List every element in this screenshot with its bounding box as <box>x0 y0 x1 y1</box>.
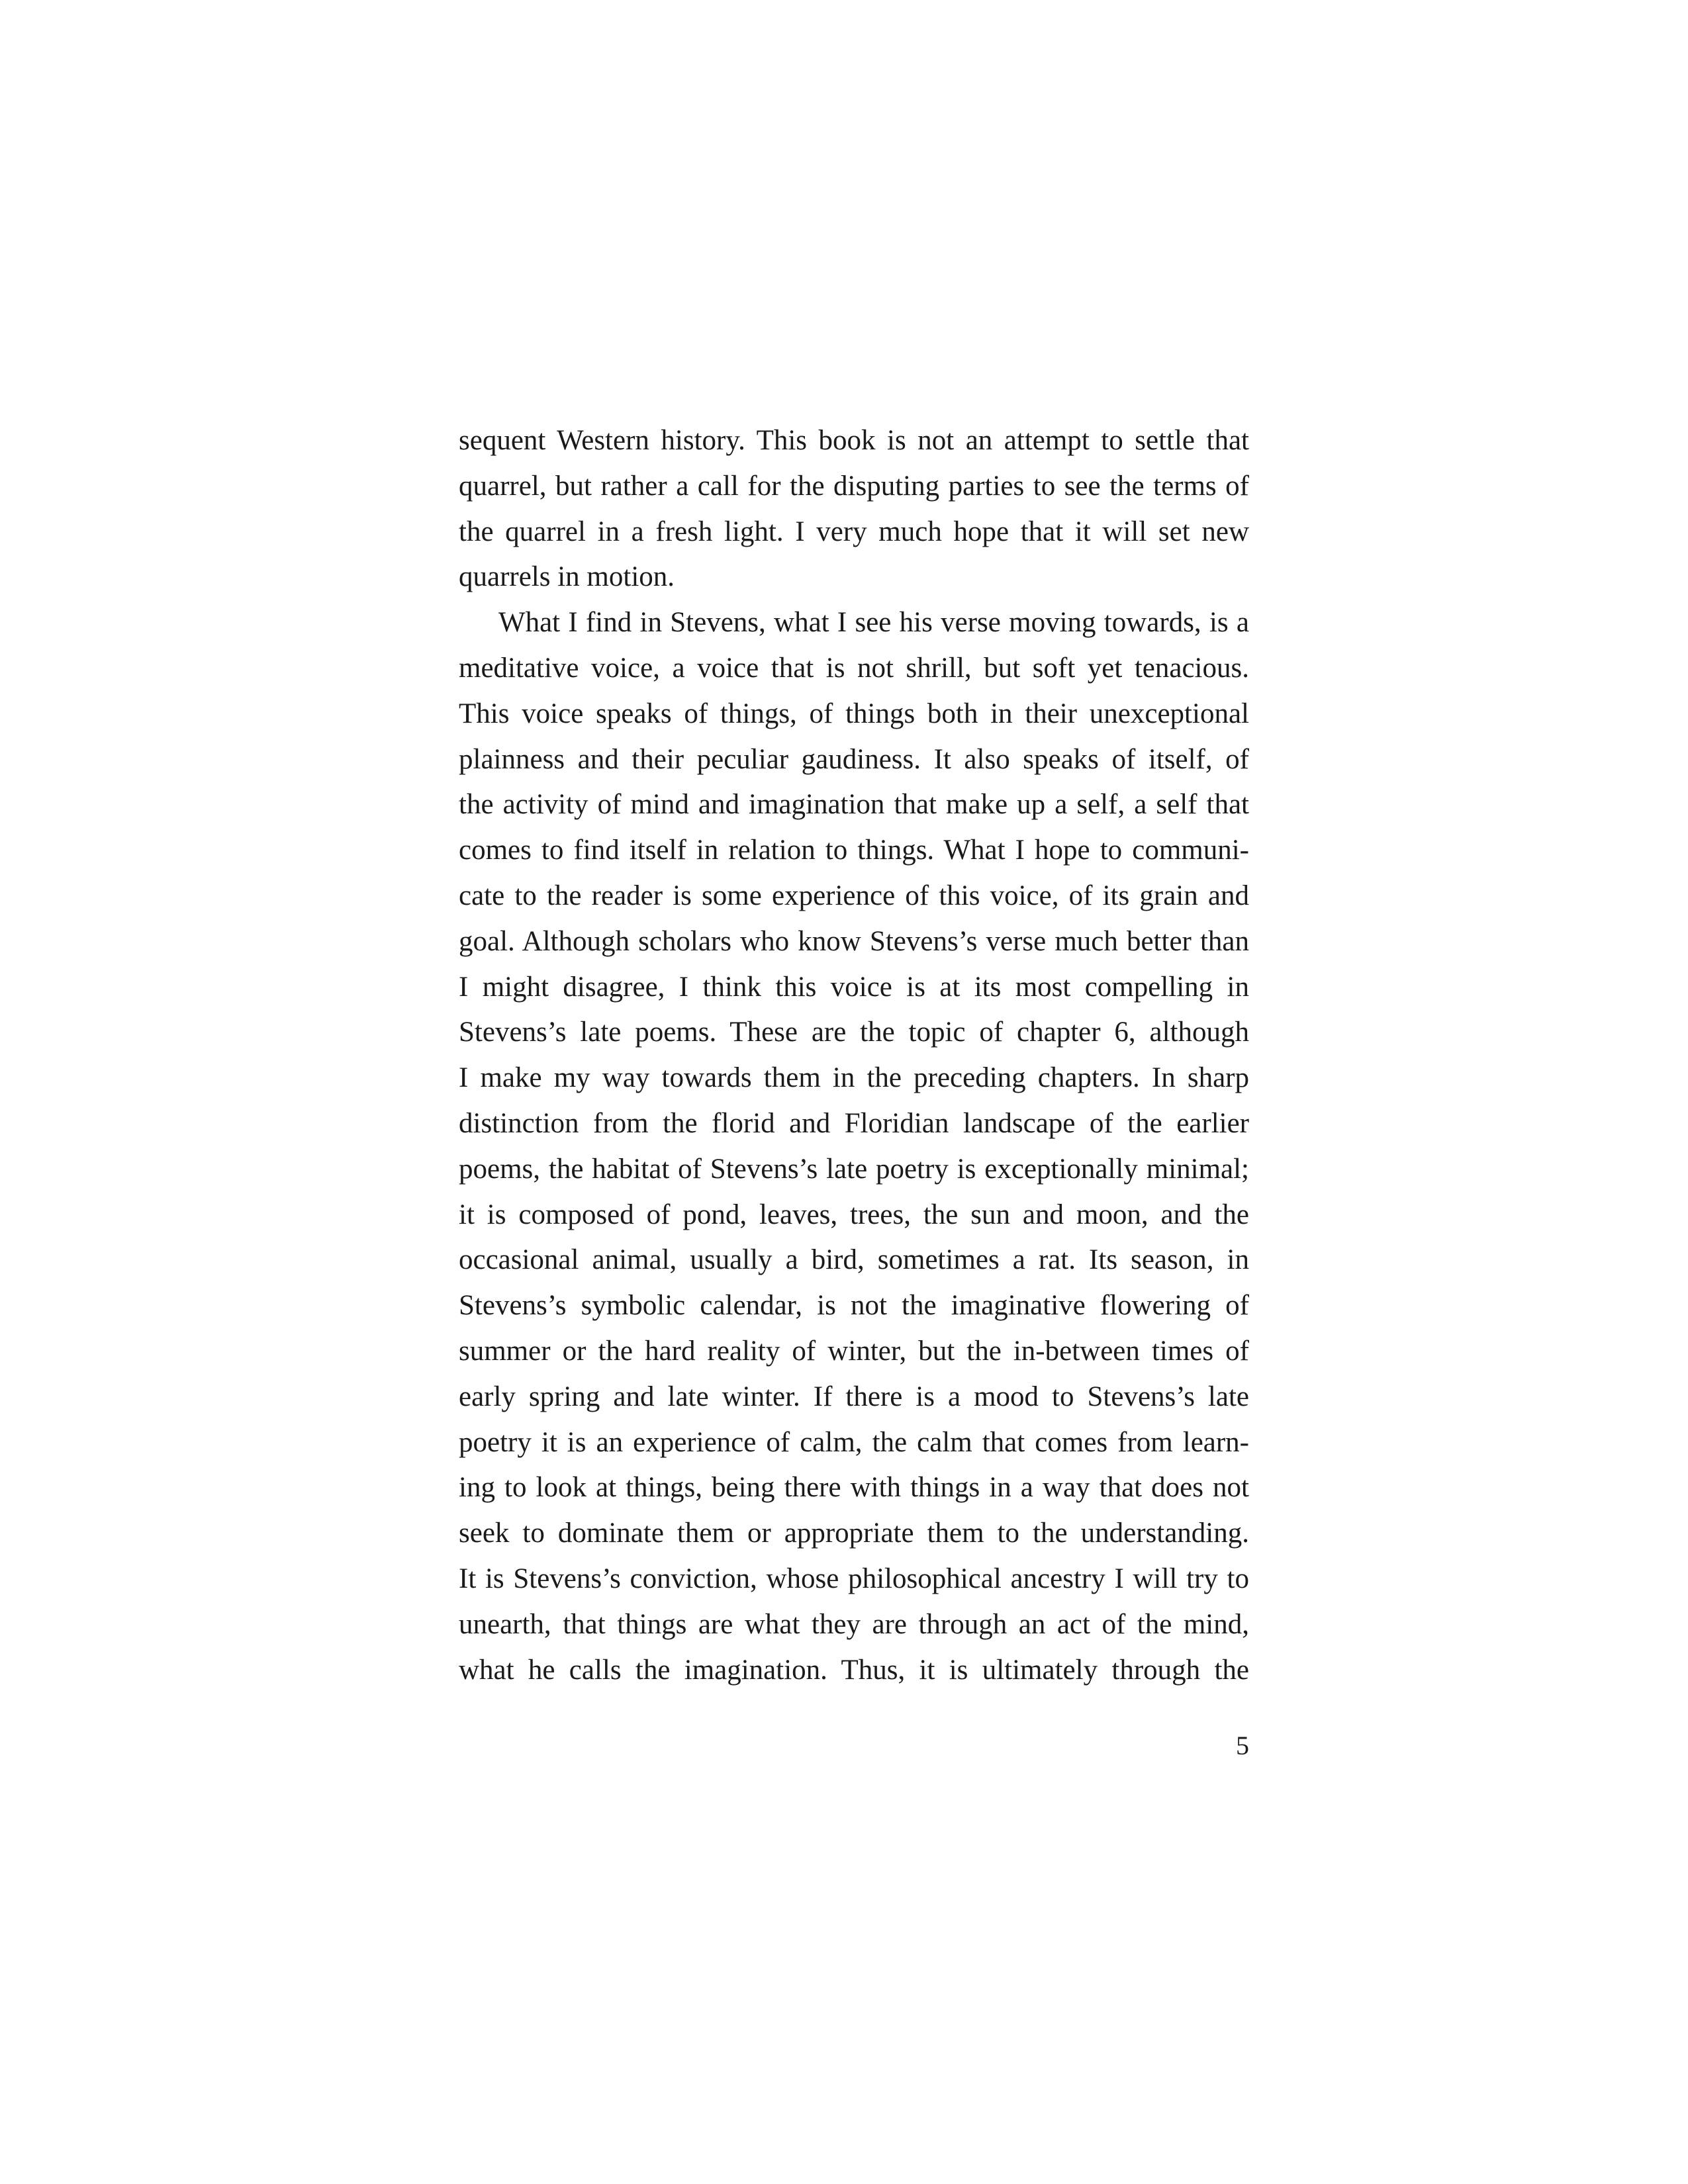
text-line: Stevens’s symbolic calendar, is not the imaginative flowering of <box>459 1290 1249 1322</box>
body-text <box>459 418 1249 1693</box>
text-line: the activity of mind and imagination that make up a self, a self that <box>459 789 1249 821</box>
text-line: ing to look at things, being there with things in a way that does not <box>459 1472 1249 1504</box>
text-line: Stevens’s late poems. These are the topic of chapter 6, although <box>459 1017 1249 1048</box>
text-line: quarrel, but rather a call for the disputing parties to see the terms of <box>459 470 1249 502</box>
text-line: occasional animal, usually a bird, sometimes a rat. Its season, in <box>459 1244 1249 1276</box>
text-line: unearth, that things are what they are through an act of the mind, <box>459 1608 1249 1640</box>
text-line: goal. Although scholars who know Stevens’s verse much better than <box>459 925 1249 957</box>
text-line: sequent Western history. This book is not an attempt to settle that <box>459 425 1249 456</box>
text-line: meditative voice, a voice that is not shrill, but soft yet tenacious. <box>459 652 1249 684</box>
text-line: it is composed of pond, leaves, trees, the sun and moon, and the <box>459 1199 1249 1230</box>
text-line: This voice speaks of things, of things both in their unexceptional <box>459 698 1249 729</box>
text-line: poems, the habitat of Stevens’s late poetry is exceptionally minimal; <box>459 1153 1249 1185</box>
text-line: poetry it is an experience of calm, the calm that comes from learn- <box>459 1426 1249 1458</box>
text-line: distinction from the florid and Floridian landscape of the earlier <box>459 1107 1249 1139</box>
text-line: plainness and their peculiar gaudiness. It also speaks of itself, of <box>459 743 1249 775</box>
text-line: quarrels in motion. <box>459 561 675 593</box>
text-line: what he calls the imagination. Thus, it is ultimately through the <box>459 1654 1249 1686</box>
text-line: I make my way towards them in the preceding chapters. In sharp <box>459 1062 1249 1094</box>
text-line: the quarrel in a fresh light. I very much hope that it will set new <box>459 516 1249 547</box>
text-line: I might disagree, I think this voice is at its most compelling in <box>459 971 1249 1003</box>
text-line: seek to dominate them or appropriate them to the understanding. <box>459 1518 1249 1549</box>
text-line: cate to the reader is some experience of this voice, of its grain and <box>459 880 1249 911</box>
text-line: What I find in Stevens, what I see his verse moving towards, is a <box>498 607 1249 639</box>
text-line: It is Stevens’s conviction, whose philosophical ancestry I will try to <box>459 1563 1249 1594</box>
text-line: summer or the hard reality of winter, but the in-between times of <box>459 1335 1249 1367</box>
page-number: 5 <box>1236 1731 1249 1760</box>
text-line: early spring and late winter. If there is a mood to Stevens’s late <box>459 1381 1249 1412</box>
text-line: comes to find itself in relation to things. What I hope to communi- <box>459 835 1249 866</box>
